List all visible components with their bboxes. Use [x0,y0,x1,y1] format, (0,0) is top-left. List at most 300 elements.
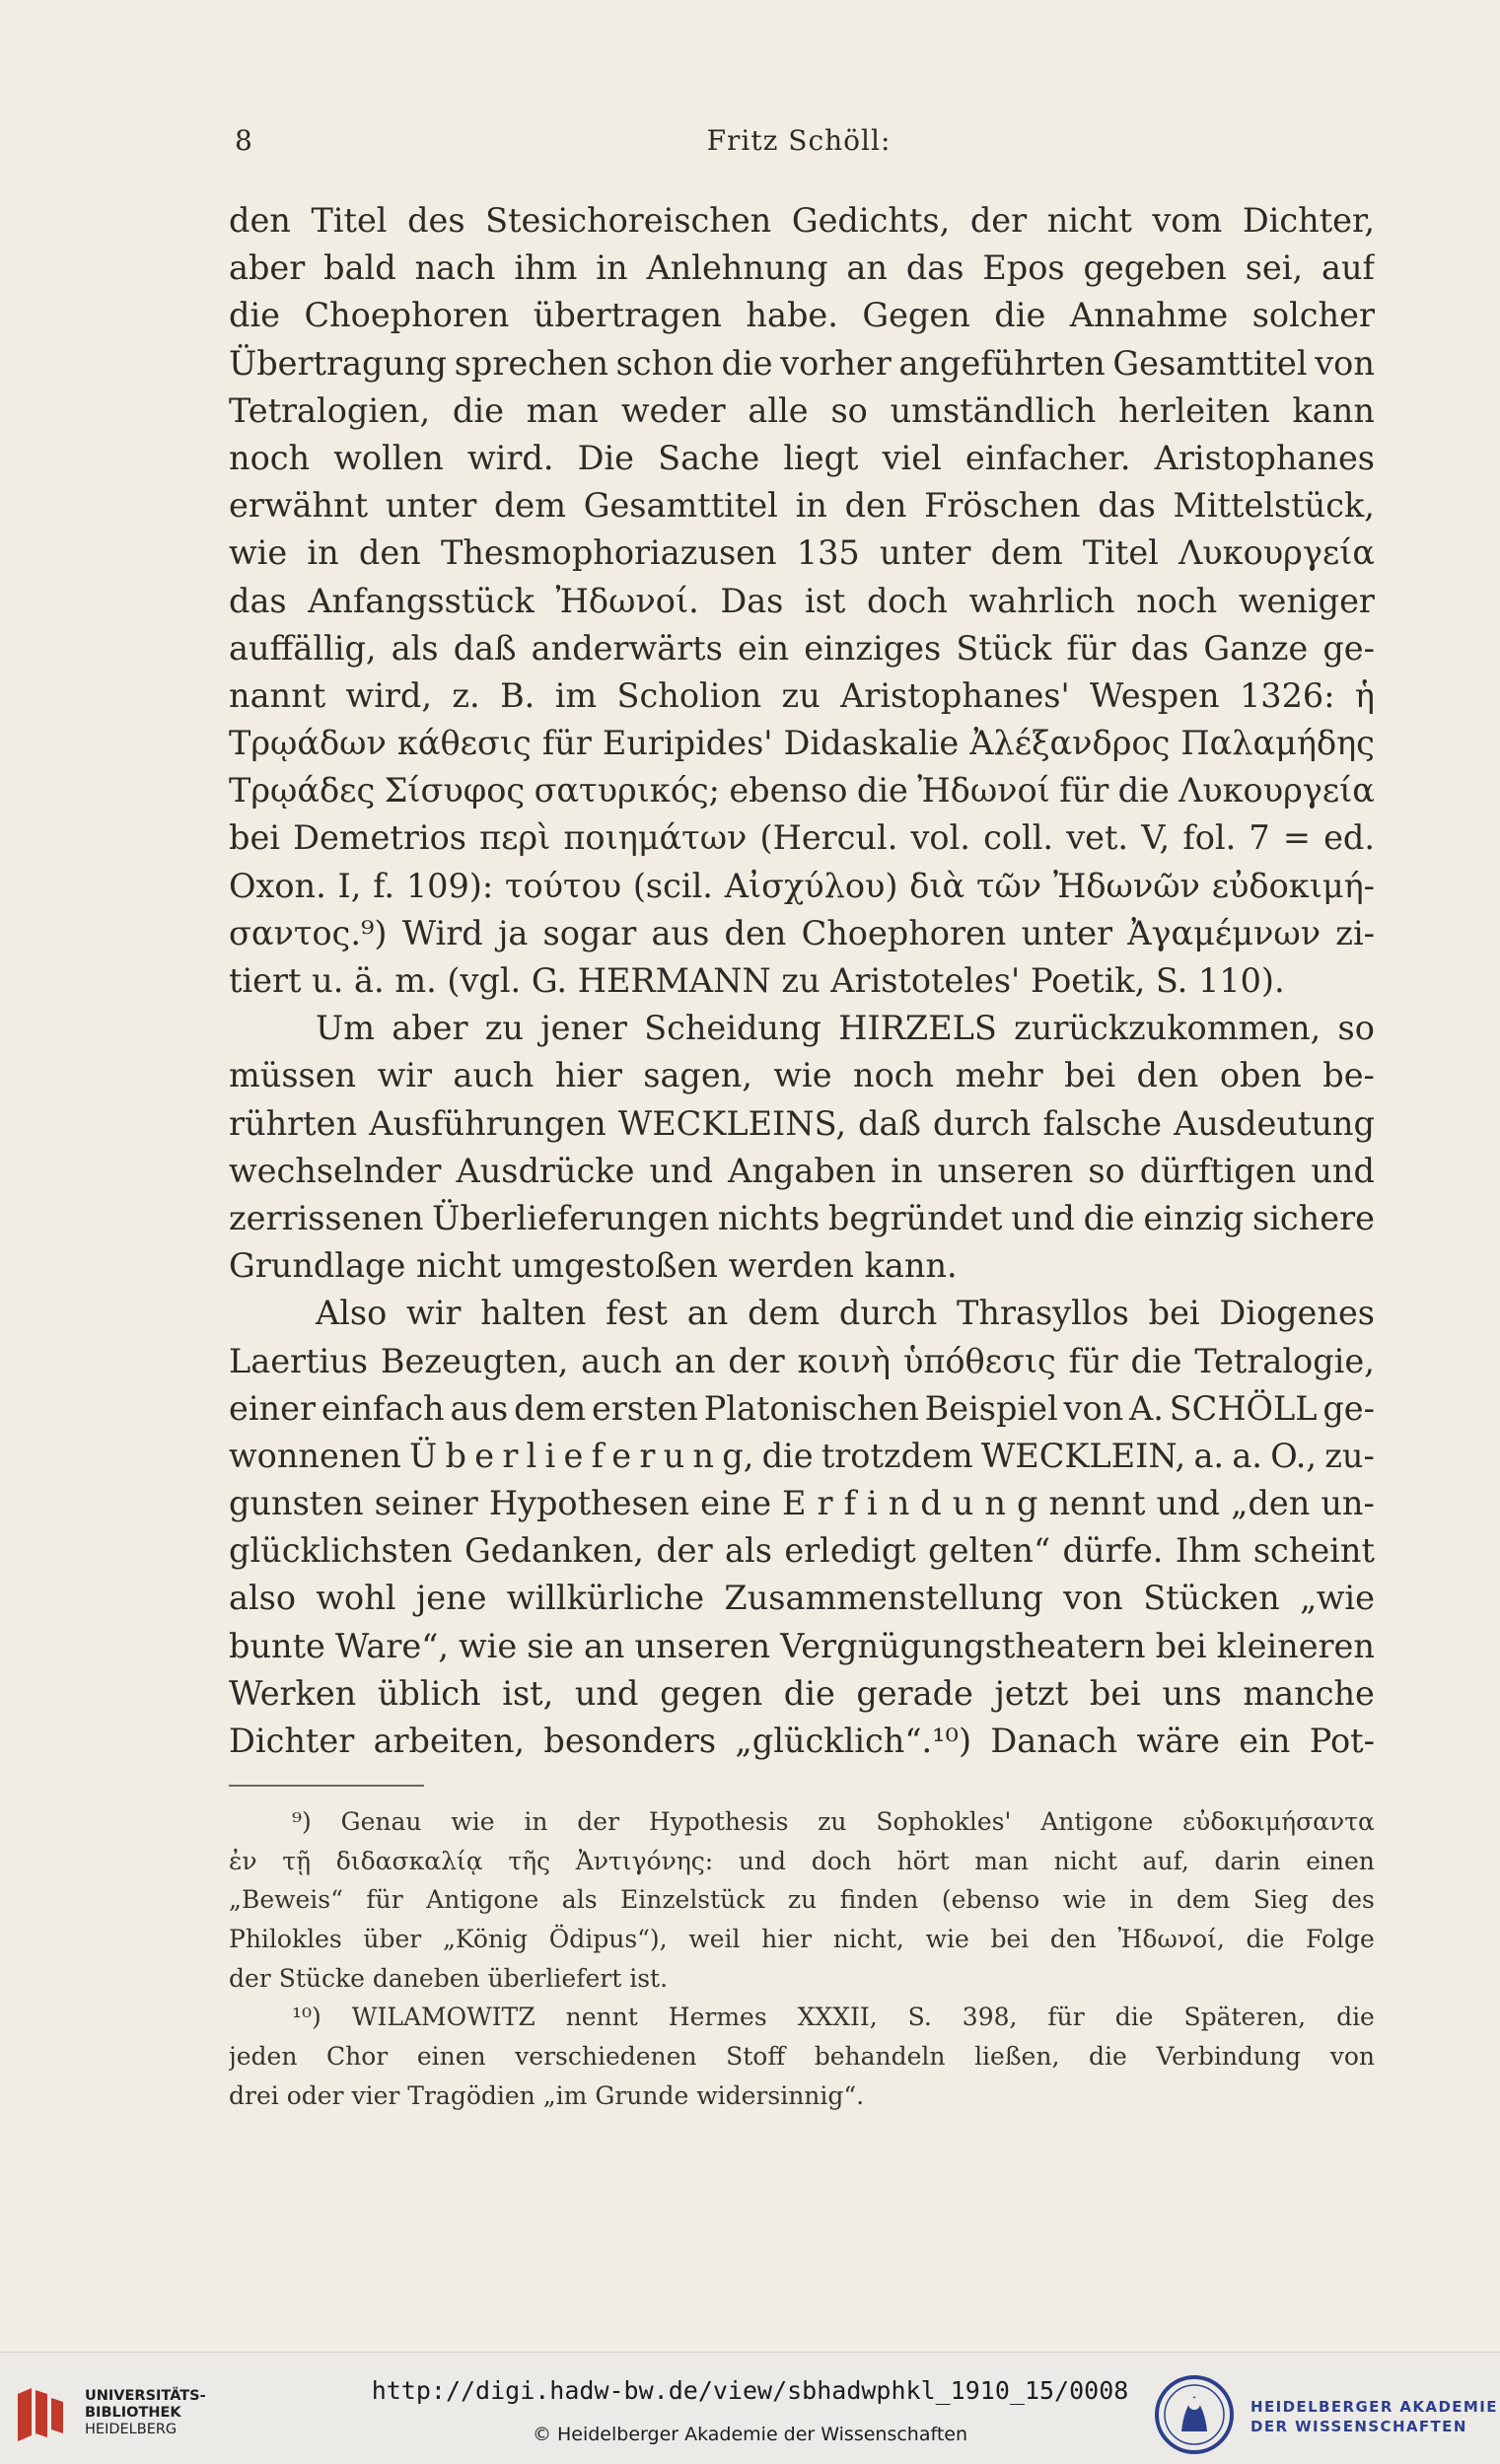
word: weniger [1238,581,1375,620]
word: ὑπόθεσις [902,1341,1056,1380]
word: schon [615,343,714,383]
word: „im [542,2080,588,2110]
word: G. [531,961,568,1000]
word: Ausführungen [369,1103,607,1143]
word: Anlehnung [646,248,828,288]
word: an [686,1294,729,1333]
word: einen [1306,1846,1375,1875]
word: widersinnig“. [696,2080,865,2110]
word: r [639,1436,656,1475]
word: 135 [796,533,860,573]
text-line [229,1385,1375,1433]
word: Thesmophoriazusen [440,533,777,573]
word: als [391,628,439,668]
word: wie [451,1807,495,1836]
word: doch [866,581,948,620]
word: r [817,1484,833,1523]
word: im [554,675,598,715]
word: die [1246,1925,1285,1954]
word: Tragödien [407,2080,536,2110]
word: „glücklich“.¹⁰) [735,1722,972,1760]
word: ge- [1322,628,1375,668]
word: vorher [780,343,892,383]
word: und [1311,1151,1375,1190]
word: doch [811,1846,872,1875]
word: besonders [543,1722,717,1760]
word: Gegen [862,296,970,335]
word: oder [286,2080,344,2110]
word: seiner [374,1484,478,1523]
word: ä. [354,961,385,1000]
word: der [969,201,1028,240]
word: tiert [229,961,302,1000]
footnote-line [229,2077,1375,2116]
word: ἐν [229,1846,257,1875]
word: σαντος.⁹) [229,913,388,952]
word: Beispiel [924,1388,1058,1428]
word: in [596,248,628,288]
word: zu [787,1885,818,1915]
word: wonnenen [229,1436,401,1475]
word: gegen [660,1673,763,1713]
word: in [891,1151,923,1190]
word: „Beweis“ [229,1885,343,1915]
word: anderwärts [531,628,723,668]
word: und [1156,1484,1221,1523]
word: bei [1064,1056,1116,1095]
word: oben [1219,1056,1302,1095]
word: Aristoteles' [830,961,1021,1000]
word: 109): [405,866,494,905]
word: sei, [1245,248,1304,288]
word: wollen [333,438,444,477]
word: fest [606,1294,668,1333]
word: müssen [229,1056,357,1095]
word: ⁹) [292,1807,312,1836]
word: noch [229,438,311,477]
page-number: 8 [235,124,252,157]
word: Vergnügungstheatern [780,1626,1146,1665]
word: e [563,1436,584,1475]
word: Ἠδωνοί [917,771,1050,810]
word: auch [581,1341,663,1380]
word: die [1088,2042,1127,2072]
word: durch [838,1294,938,1333]
word: Scholion [616,675,762,715]
word: einziges [804,628,942,668]
word: dem [990,533,1063,573]
word: Platonischen [703,1388,919,1428]
word: 7 [1249,818,1270,858]
word: viel [882,438,942,477]
word: Antigone [426,1885,539,1915]
word: den [1136,1056,1199,1095]
word: so [1088,1151,1125,1190]
word: kann [1292,390,1375,430]
text-line [229,435,1375,482]
word: Grunde [595,2080,689,2110]
word: werden [728,1246,854,1286]
word: die [1130,1341,1182,1380]
word: S. [907,2003,932,2032]
word: bei [1148,1294,1200,1333]
text-line [229,1433,1375,1480]
word: 110). [1197,961,1285,1000]
word: Hypothesis [648,1807,789,1836]
word: Angaben [728,1151,877,1190]
word: für [541,724,592,763]
word: Ἀλέξανδρος [969,724,1171,763]
text-line [229,1005,1375,1052]
word: (vgl. [447,961,522,1000]
word: Genau [340,1807,422,1836]
word: ein [737,628,790,668]
word: von [1063,1388,1124,1428]
word: sie [527,1626,574,1665]
word: wie [1062,1885,1107,1915]
word: Das [720,581,784,620]
word: man [974,1846,1030,1875]
word: zu [781,961,821,1000]
word: nichts [717,1198,821,1237]
text-line [229,1575,1375,1622]
word: üblich [377,1673,481,1713]
word: des [407,201,465,240]
word: ein [1239,1722,1291,1760]
word: zu [781,675,821,715]
word: alle [748,390,809,430]
word: Tetralogien, [229,390,431,430]
word: übertragen [533,296,722,335]
word: an [583,1626,625,1665]
word: Werken [229,1673,357,1713]
word: „den [1231,1484,1311,1523]
word: Ausdrücke [456,1151,635,1190]
word: g, [722,1436,754,1475]
word: ihm [514,248,578,288]
page-header [227,124,1371,164]
footnote-line [229,1998,1375,2037]
academy-name [1250,2397,1498,2436]
word: wäre [1136,1722,1220,1760]
text-line [229,910,1375,957]
word: die [994,296,1046,335]
word: WECKLEIN, [980,1436,1186,1475]
word: n [692,1436,714,1475]
word: noch [1136,581,1218,620]
word: S. [1155,961,1188,1000]
word: weil [688,1925,741,1954]
word: Laertius [229,1341,369,1380]
word: Τρῳάδες [229,771,376,810]
word: die [1117,771,1170,810]
word: ¹⁰) [292,2003,321,2032]
text-line [229,1290,1375,1337]
word: Euripides' [602,724,773,763]
word: Ἀντιγόνης: [575,1846,714,1875]
word: dem [493,486,567,526]
word: ed. [1323,818,1375,858]
text-line [229,1242,1375,1290]
word: wir [406,1294,462,1333]
word: Hypothesen [488,1484,690,1523]
text-line [229,1338,1375,1385]
word: hier [761,1925,813,1954]
word: durch [933,1103,1032,1143]
word: jener [540,1009,627,1048]
word: nennt [565,2003,638,2032]
word: das [905,248,964,288]
word: Mittelstück, [1173,486,1375,526]
text-line [229,292,1375,339]
word: finden [839,1885,919,1915]
word: bald [323,248,396,288]
footnotes [229,1802,1375,2116]
word: als [561,1885,598,1915]
library-line-1: UNIVERSITÄTS- [85,2388,206,2404]
word: i [866,1484,878,1523]
word: διὰ [909,866,965,905]
word: der [229,1963,271,1993]
word: zerrissenen [229,1198,424,1237]
word: weder [620,390,726,430]
word: bei [229,818,280,858]
word: V, [1141,818,1171,858]
word: die [1336,2003,1375,2032]
word: f. [373,866,395,905]
word: sprechen [454,343,608,383]
word: Ausdeutung [1174,1103,1375,1143]
word: Choephoren [801,913,1007,952]
word: Παλαμήδης [1180,724,1375,763]
word: trotzdem [821,1436,973,1475]
word: Gedanken, [464,1531,644,1571]
text-line [229,1195,1375,1242]
word: darin [1214,1846,1281,1875]
word: hier [554,1056,622,1095]
word: noch [853,1056,935,1095]
word: coll. [983,818,1054,858]
word: sichere [1252,1198,1375,1237]
word: e [611,1436,632,1475]
word: der [728,1341,785,1380]
word: jene [415,1579,487,1618]
word: d [920,1484,942,1523]
text-line [229,1148,1375,1195]
text-line [229,957,1375,1005]
word: kleineren [1216,1626,1375,1665]
text-line [229,1480,1375,1527]
word: auf, [1142,1846,1189,1875]
word: XXXII, [797,2003,878,2032]
word: der [577,1807,620,1836]
word: Stücke [278,1963,365,1993]
word: habe. [746,296,838,335]
word: so [1337,1009,1375,1048]
word: Sache [658,438,760,477]
text-line [229,1670,1375,1718]
word: e [474,1436,495,1475]
word: den [229,201,291,240]
word: Sophokles' [876,1807,1012,1836]
word: wie [773,1056,832,1095]
word: daß [453,628,517,668]
word: Stück [956,628,1052,668]
word: Bezeugten, [380,1341,569,1380]
word: das [1098,486,1156,526]
word: Hermes [668,2003,767,2032]
word: εὐδοκιμήσαντα [1182,1807,1375,1836]
word: dem [748,1294,821,1333]
word: 1326: [1239,675,1335,715]
word: Τρῳάδων [229,724,387,763]
word: das [229,581,287,620]
word: bunte [229,1626,325,1665]
word: unter [385,486,477,526]
word: jetzt [994,1673,1069,1713]
word: Um [316,1009,375,1048]
word: Philokles [229,1925,342,1954]
word: aber [229,248,306,288]
word: HERMANN [577,961,771,1000]
text-line [229,245,1375,292]
word: daneben [372,1963,480,1993]
word: Fröschen [924,486,1081,526]
word: der [656,1531,713,1571]
text-line [229,1623,1375,1670]
word: z. [452,675,480,715]
word: für [1066,628,1116,668]
word: so [830,390,868,430]
word: Poetik, [1030,961,1146,1000]
word: Ihm [1175,1531,1242,1571]
word: Demetrios [293,818,466,858]
text-line [229,1527,1375,1575]
word: und [649,1151,714,1190]
word: Also [316,1294,388,1333]
word: in [524,1807,548,1836]
word: f [591,1436,604,1475]
word: u. [312,961,344,1000]
footnote-line [229,1880,1375,1920]
word: vom [1152,201,1223,240]
word: Aristophanes [1154,438,1375,477]
word: Λυκουργεία [1179,533,1375,573]
word: Dichter [229,1722,355,1760]
text-line [229,1718,1375,1765]
word: i [544,1436,556,1475]
word: manche [1243,1673,1375,1713]
word: ebenso [729,771,848,810]
word: an [846,248,888,288]
word: Folge [1306,1925,1375,1954]
word: Ü [409,1436,438,1475]
word: τῆς [508,1846,551,1875]
word: daß [858,1103,921,1143]
word: arbeiten, [373,1722,526,1760]
word: solcher [1251,296,1375,335]
word: die [452,390,504,430]
academy-seal-icon [1154,2374,1235,2455]
word: zi- [1335,913,1375,952]
word: SCHÖLL [1169,1388,1318,1428]
word: einzig [1143,1198,1245,1237]
word: ge- [1322,1388,1375,1428]
word: in [1129,1885,1154,1915]
word: hört [896,1846,950,1875]
word: sagen, [643,1056,752,1095]
word: nannt [229,675,326,715]
word: (ebenso [941,1885,1040,1915]
footnote-rule [229,1785,424,1787]
word: Tetralogie, [1194,1341,1375,1380]
word: gunsten [229,1484,364,1523]
word: a. [1193,1436,1225,1475]
word: Die [577,438,635,477]
word: Danach [990,1722,1118,1760]
word: Titel [1082,533,1159,573]
library-line-3: HEIDELBERG [85,2422,178,2437]
permalink-url[interactable]: http://digi.hadw-bw.de/view/sbhadwphkl_1910_15/0008 [371,2376,1129,2405]
word: O., [1270,1436,1317,1475]
word: einfacher. [964,438,1131,477]
word: wie [229,533,288,573]
text-line [229,720,1375,767]
word: für [1059,771,1109,810]
word: zurückzukommen, [1014,1009,1321,1048]
word: ist, [502,1673,554,1713]
word: ließen, [974,2042,1060,2072]
word: Grundlage [229,1246,406,1286]
viewer-footer [0,2352,1500,2464]
word: Dichter, [1242,201,1375,240]
word: ja [497,913,529,952]
word: herleiten [1118,390,1270,430]
word: nicht [1053,1846,1117,1875]
word: wechselnder [229,1151,442,1190]
word: und [574,1673,639,1713]
word: Αἰσχύλου) [724,866,898,905]
word: dürftigen [1139,1151,1297,1190]
word: διδασκαλίᾳ [335,1846,483,1875]
word: von [1315,343,1375,383]
text-line [229,1052,1375,1099]
word: Choephoren [304,296,510,335]
word: für [1068,1341,1118,1380]
word: rührten [229,1103,358,1143]
word: b [445,1436,466,1475]
text-line [229,863,1375,910]
word: in [795,486,827,526]
word: das [1130,628,1189,668]
word: für [1047,2003,1085,2032]
word: n [888,1484,910,1523]
text-line [229,482,1375,529]
word: Späteren, [1183,2003,1307,2032]
word: unseren [937,1151,1074,1190]
word: zu [484,1009,524,1048]
word: Stesichoreischen [485,201,772,240]
word: περὶ [479,818,551,858]
word: nicht [1046,201,1132,240]
word: glücklichsten [229,1531,453,1571]
word: Antigone [1040,1807,1154,1836]
word: τούτου [504,866,622,905]
word: liegt [783,438,859,477]
word: verschiedenen [515,2042,697,2072]
word: und [738,1846,787,1875]
word: Übertragung [229,343,448,383]
